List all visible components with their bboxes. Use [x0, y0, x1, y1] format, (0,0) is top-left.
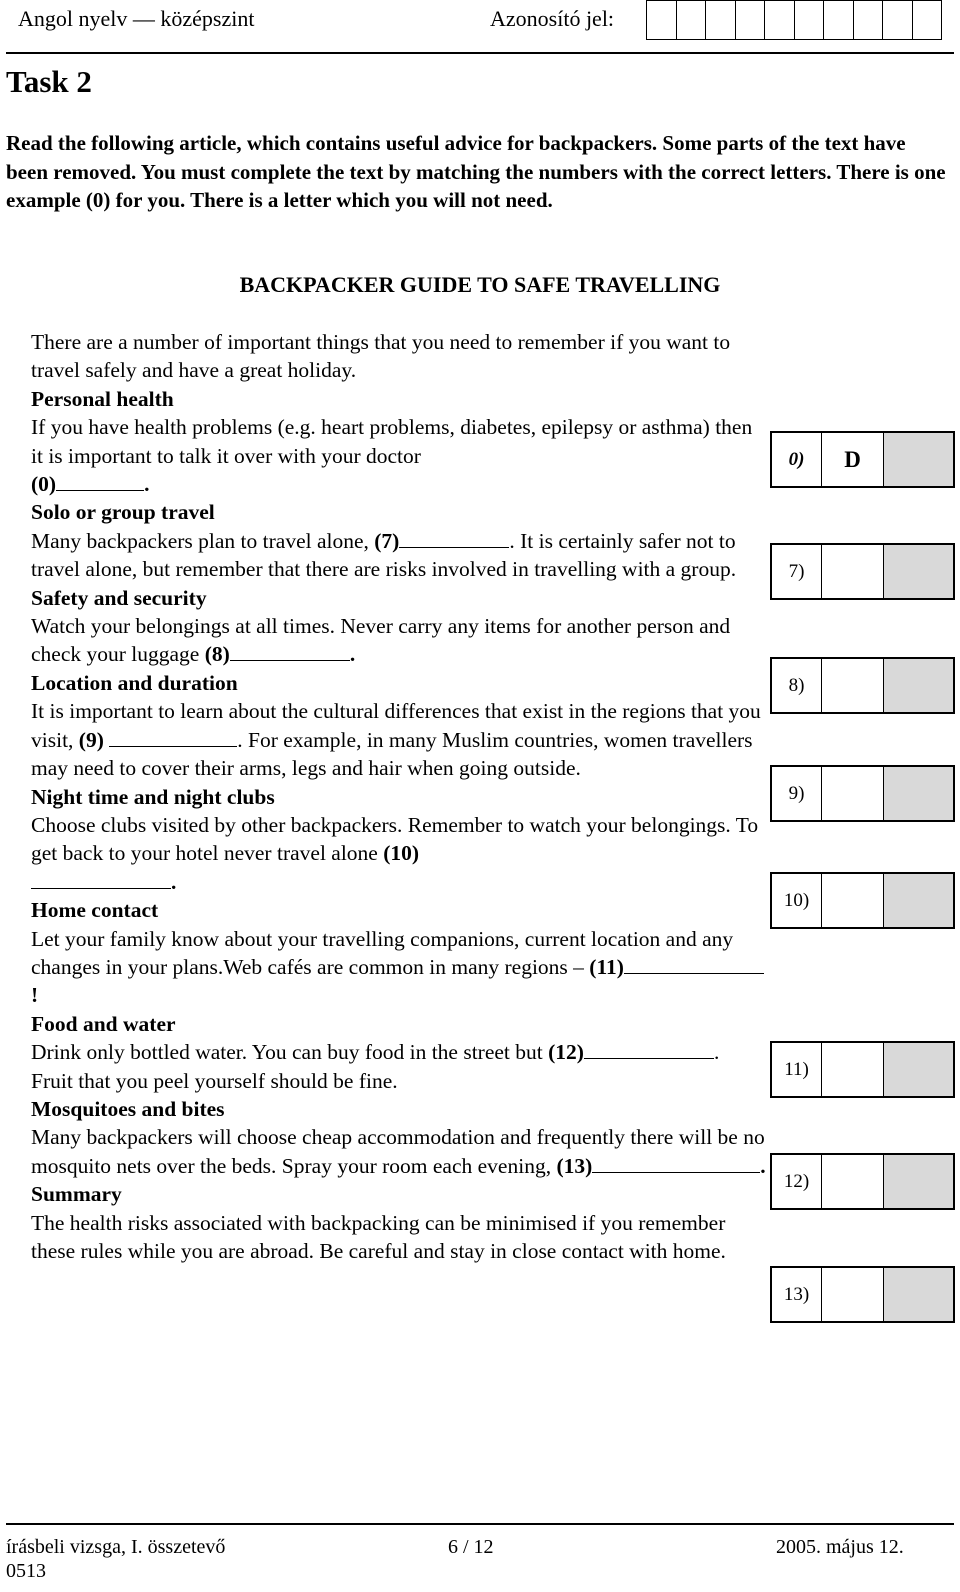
section-text-before: Many backpackers will choose cheap accommodation and frequently there will be no mosquito nets over the beds. Spray your room each evening, — [31, 1125, 765, 1178]
section-text: The health risks associated with backpacking can be minimised if you remember these rules while you are abroad. Be careful and stay in close contact with home. — [31, 1210, 726, 1263]
answer-box — [770, 543, 955, 600]
section-text-after: ! — [31, 983, 39, 1008]
score-cell — [884, 433, 953, 486]
gap-number: (11) — [589, 954, 624, 979]
score-cell — [884, 1268, 953, 1321]
section-text-before: Many backpackers plan to travel alone, — [31, 528, 369, 553]
page-number: 6 / 12 — [448, 1536, 494, 1558]
answer-letter-field[interactable] — [822, 874, 884, 927]
section-text-before: Drink only bottled water. You can buy food in the street but — [31, 1040, 543, 1065]
answer-label: 8) — [772, 659, 822, 712]
answer-label: 10) — [772, 874, 822, 927]
article-body — [31, 328, 766, 1265]
section-text-after: . It is certainly safer not to travel alone, but remember that there are risks involved in travelling with a group. — [31, 528, 737, 582]
gap-blank — [624, 956, 764, 974]
id-box[interactable] — [795, 1, 825, 39]
score-cell — [884, 1155, 953, 1208]
section-text-before: Watch your belongings at all times. Never carry any items for another person and check your luggage — [31, 614, 731, 667]
section-text-before: If you have health problems (e.g. heart problems, diabetes, epilepsy or asthma) then it is important to talk it over with your doctor — [31, 415, 753, 468]
score-cell — [884, 767, 953, 820]
section-text-before: Choose clubs visited by other backpackers. Remember to watch your belongings. To get back to your hotel never travel alone — [31, 812, 759, 866]
answer-label: 11) — [772, 1043, 822, 1096]
id-box[interactable] — [824, 1, 854, 39]
gap-number: (8) — [204, 642, 230, 667]
section-text-after: . — [760, 1153, 766, 1178]
id-boxes — [646, 0, 942, 40]
gap-blank — [31, 871, 171, 889]
article-title: BACKPACKER GUIDE TO SAFE TRAVELLING — [239, 272, 721, 297]
answer-label: 12) — [772, 1155, 822, 1208]
answer-box-example — [770, 431, 955, 488]
id-box[interactable] — [736, 1, 766, 39]
id-box[interactable] — [647, 1, 677, 39]
section-text — [31, 413, 766, 498]
answer-box — [770, 765, 955, 822]
section-text-before: Let your family know about your travelling companions, current location and any changes in your plans.Web cafés are common in many regions – — [31, 926, 734, 979]
gap-blank — [592, 1155, 760, 1173]
gap-number: (7) — [374, 528, 400, 553]
gap-number: (9) — [78, 727, 104, 752]
gap-blank — [399, 530, 509, 548]
article-intro: There are a number of important things that you need to remember if you want to travel safely and have a great holiday. — [31, 330, 731, 383]
section-text — [31, 925, 766, 1010]
task-title: Task 2 — [6, 64, 92, 99]
gap-blank — [109, 729, 237, 747]
section-text-after: . — [349, 642, 356, 667]
gap-blank — [584, 1041, 714, 1059]
answer-box — [770, 1266, 955, 1323]
gap-blank — [230, 643, 350, 661]
gap-number: (10) — [383, 841, 420, 866]
section-heading: Mosquitoes and bites — [31, 1096, 225, 1121]
answer-letter-field[interactable] — [822, 1043, 884, 1096]
answer-box — [770, 657, 955, 714]
answer-letter: D — [822, 433, 884, 486]
answer-letter-field[interactable] — [822, 659, 884, 712]
answer-label: 0) — [772, 433, 822, 486]
section-heading: Safety and security — [31, 585, 207, 610]
answer-label: 13) — [772, 1268, 822, 1321]
answer-label: 7) — [772, 545, 822, 598]
section-heading: Location and duration — [31, 670, 238, 695]
score-cell — [884, 545, 953, 598]
section-heading: Home contact — [31, 898, 159, 923]
section-text — [31, 1038, 766, 1095]
id-box[interactable] — [677, 1, 707, 39]
answer-letter-field[interactable] — [822, 545, 884, 598]
id-box[interactable] — [706, 1, 736, 39]
section-text-after: . Fruit that you peel yourself should be fine. — [31, 1040, 720, 1093]
section-text — [31, 1123, 766, 1180]
footer-exam-part: írásbeli vizsga, I. összetevő — [6, 1536, 226, 1558]
gap-number: (12) — [548, 1040, 584, 1065]
answer-box — [770, 1041, 955, 1098]
section-heading: Solo or group travel — [31, 500, 215, 525]
section-text-before: It is important to learn about the cultural differences that exist in the regions that you visit, — [31, 699, 761, 752]
footer-date: 2005. május 12. — [776, 1536, 904, 1558]
score-cell — [884, 1043, 953, 1096]
header-divider — [6, 52, 954, 54]
score-cell — [884, 659, 953, 712]
id-box[interactable] — [854, 1, 884, 39]
gap-blank — [56, 473, 144, 491]
answer-box — [770, 872, 955, 929]
answer-letter-field[interactable] — [822, 767, 884, 820]
section-text-after: . — [144, 472, 150, 497]
section-text — [31, 697, 766, 782]
gap-number: (13) — [556, 1153, 593, 1178]
section-text-after: . For example, in many Muslim countries, women travellers may need to cover their arms, legs and hair when going outside. — [31, 727, 753, 781]
score-cell — [884, 874, 953, 927]
id-box[interactable] — [765, 1, 795, 39]
answer-label: 9) — [772, 767, 822, 820]
section-text — [31, 527, 766, 584]
answer-letter-field[interactable] — [822, 1268, 884, 1321]
gap-number: (0) — [31, 472, 57, 497]
section-heading: Night time and night clubs — [31, 784, 275, 809]
id-box[interactable] — [913, 1, 943, 39]
section-text — [31, 811, 766, 896]
section-text — [31, 612, 766, 669]
footer-code: 0513 — [6, 1560, 46, 1582]
section-text-after: . — [171, 869, 177, 894]
task-instructions: Read the following article, which contains useful advice for backpackers. Some parts of the text have been removed. You must complete the text by matching the numbers with the correct letters. There is one example (0) for you. There is a letter which you will not need. — [6, 131, 946, 212]
footer-divider — [6, 1523, 954, 1525]
answer-box — [770, 1153, 955, 1210]
section-heading: Food and water — [31, 1011, 176, 1036]
section-heading: Personal health — [31, 386, 174, 411]
id-label: Azonosító jel: — [490, 6, 615, 31]
answer-letter-field[interactable] — [822, 1155, 884, 1208]
id-box[interactable] — [883, 1, 913, 39]
exam-title: Angol nyelv — középszint — [18, 6, 255, 31]
section-heading: Summary — [31, 1182, 122, 1207]
